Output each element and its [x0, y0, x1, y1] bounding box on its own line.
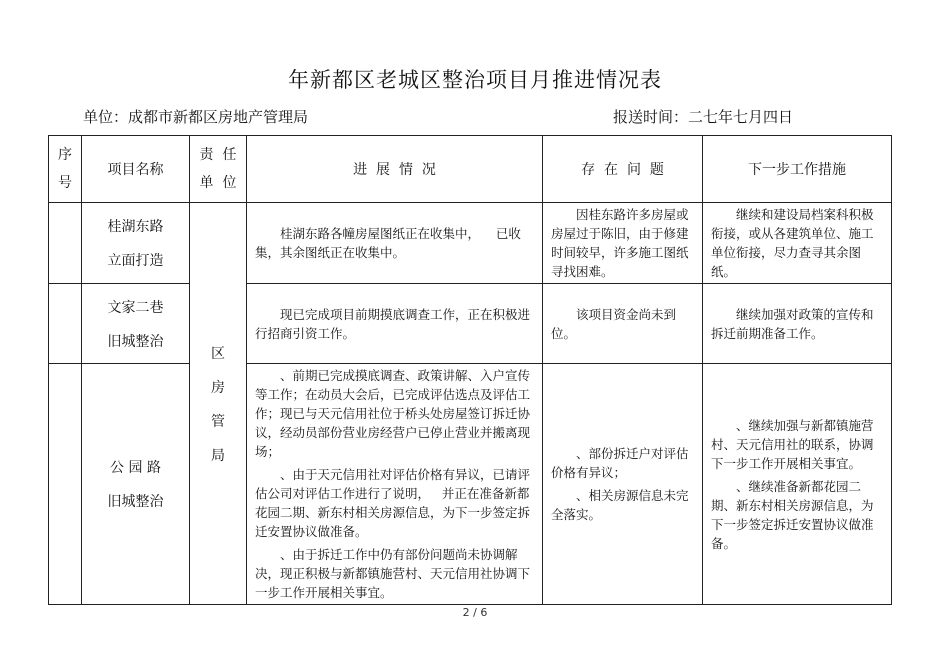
header-seq: 序 号 — [49, 136, 82, 203]
page-title: 年新都区老城区整治项目月推进情况表 — [288, 68, 662, 92]
next-steps-cell: 、继续加强与新都镇施营村、天元信用社的联系，协调下一步工作开展相关事宜。 、继续准备新都花园二期、新东村相关房源信息，为下一步签定拆迁安置协议做准备。 — [703, 364, 892, 605]
problems-cell: 、部份拆迁户对评估价格有异议； 、相关房源信息未完全落实。 — [543, 364, 703, 605]
project-name-cell: 桂湖东路 立面打造 — [82, 203, 190, 284]
progress-cell: 桂湖东路各幢房屋图纸正在收集中， 已收集，其余图纸正在收集中。 — [247, 203, 543, 284]
project-name-cell: 公 园 路 旧城整治 — [82, 364, 190, 605]
progress-cell: 、前期已完成摸底调查、政策讲解、入户宣传等工作；在动员大会后，已完成评估选点及评估工作；现已与天元信用社位于桥头处房屋签订拆迁协议，经动员部份营业房经营户已停止营业并搬离现场； 、由于天元信用社对评估价格有异议，已请评估公司对评估工作进行了说明， 并正在准备新都花园二期、新东村相关房源信息，为下一步签定拆迁安置协议做准备。 、由于拆迁工作中仍有部份问题尚未协调解决，现正积极与新都镇施营村、天元信用社协调下一步工作开展相关事宜。 — [247, 364, 543, 605]
problems-cell: 因桂东路许多房屋或房屋过于陈旧，由于修建时间较早，许多施工图纸寻找困难。 — [543, 203, 703, 284]
seq-cell — [49, 284, 82, 364]
table-row — [49, 284, 892, 364]
responsible-unit-cell: 区 房 管 局 — [190, 203, 247, 605]
next-steps-cell: 继续加强对政策的宣传和拆迁前期准备工作。 — [703, 284, 892, 364]
seq-cell — [49, 364, 82, 605]
progress-table — [48, 135, 892, 605]
table-row — [49, 364, 892, 605]
header-problems: 存 在 问 题 — [543, 136, 703, 203]
header-next-steps: 下一步工作措施 — [703, 136, 892, 203]
unit-label: 单位：成都市新都区房地产管理局 — [83, 108, 309, 126]
table-header-row — [49, 136, 892, 203]
header-project-name: 项目名称 — [82, 136, 190, 203]
next-steps-cell: 继续和建设局档案科积极衔接，或从各建筑单位、施工单位衔接，尽力查寻其余图纸。 — [703, 203, 892, 284]
header-responsible: 责 任 单 位 — [190, 136, 247, 203]
table-row — [49, 203, 892, 284]
progress-cell: 现已完成项目前期摸底调查工作，正在积极进行招商引资工作。 — [247, 284, 543, 364]
project-name-cell: 文家二巷 旧城整治 — [82, 284, 190, 364]
seq-cell — [49, 203, 82, 284]
problems-cell: 该项目资金尚未到位。 — [543, 284, 703, 364]
page-number: 2 / 6 — [462, 606, 488, 619]
header-progress: 进 展 情 况 — [247, 136, 543, 203]
report-time-label: 报送时间：二七年七月四日 — [613, 108, 794, 126]
